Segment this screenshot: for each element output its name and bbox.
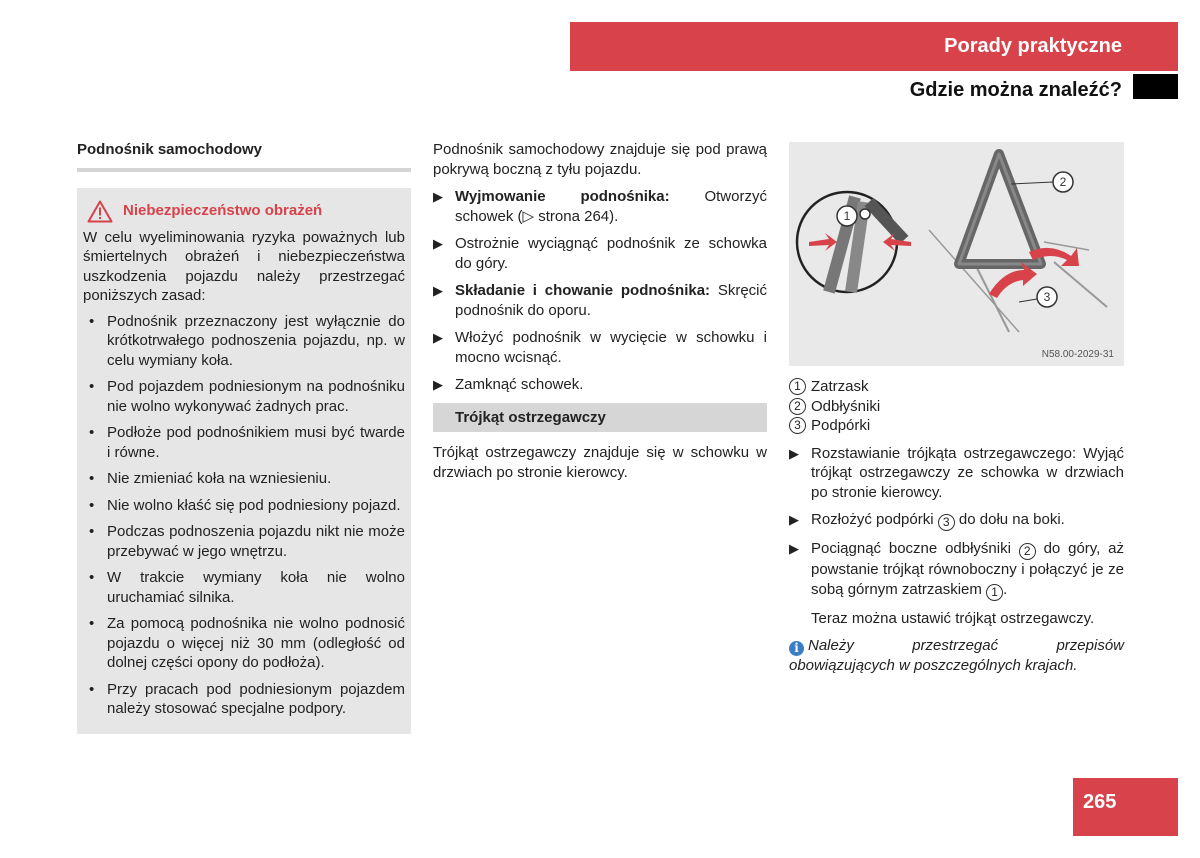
step-item: ▶ Włożyć podnośnik w wycięcie w schowku i mocno wcisnąć.	[433, 329, 767, 366]
list-item: • Nie zmieniać koła na wzniesieniu.	[89, 470, 332, 487]
step-item: ▶ Pociągnąć boczne odbłyśniki 2 do góry, aż powstanie trójkąt równoboczny i połączyć je ze sobą górnym zatrzaskiem 1 .	[789, 540, 1124, 599]
step-arrow-icon: ▶	[433, 330, 443, 345]
page-reference[interactable]: strona 264).	[538, 207, 619, 225]
jack-heading: Podnośnik samochodowy	[77, 140, 411, 172]
callout-number: 3	[938, 514, 955, 531]
list-item: • Podnośnik przeznaczony jest wyłącznie do krótkotrwałego podnoszenia pojazdu, np. w celu wymiany koła.	[89, 312, 405, 369]
list-item: • Przy pracach pod podniesionym pojazdem należy stosować specjalne podpory.	[89, 680, 405, 717]
jack-location-text: Podnośnik samochodowy znajduje się pod prawą pokrywą boczną z tyłu pojazdu.	[433, 141, 767, 178]
section-marker	[1133, 74, 1178, 99]
svg-text:2: 2	[1059, 175, 1067, 189]
warning-intro: W celu wyeliminowania ryzyka poważnych lub śmiertelnych obrażeń i niebezpieczeństwa uszkodzenia pojazdu należy przestrzegać poniższych zasad:	[83, 228, 405, 304]
page-ref-arrow-icon: ▷	[522, 207, 535, 225]
page-number: 265	[1073, 778, 1178, 836]
triangle-heading: Trójkąt ostrzegawczy	[433, 403, 767, 433]
legend-item: 3 Podpórki	[789, 416, 1124, 436]
step-arrow-icon: ▶	[789, 512, 799, 527]
section-title: Gdzie można znaleźć?	[909, 79, 1122, 101]
header-band	[570, 22, 1178, 71]
callout-number: 3	[789, 417, 806, 434]
warning-box	[77, 188, 411, 734]
list-item: • Nie wolno kłaść się pod podniesiony pojazd.	[89, 496, 401, 514]
warning-triangle-icon	[87, 200, 113, 223]
column-left	[77, 140, 411, 734]
legend-item: 1 Zatrzask	[789, 377, 1124, 397]
list-item: • Podłoże pod podnośnikiem musi być twarde i równe.	[89, 424, 405, 461]
step-item: ▶ Zamknąć schowek.	[433, 376, 584, 393]
step-item: ▶ Składanie i chowanie podnośnika: Skręcić podnośnik do oporu.	[433, 282, 767, 319]
step-item: ▶ Rozłożyć podpórki 3 do dołu na boki.	[789, 511, 1065, 529]
step-arrow-icon: ▶	[433, 236, 443, 251]
callout-number: 1	[986, 584, 1003, 601]
warning-title	[87, 200, 405, 223]
legend-item: 2 Odbłyśniki	[789, 397, 1124, 417]
figure-legend	[789, 377, 1124, 436]
list-item: • Pod pojazdem podniesionym na podnośniku nie wolno wykonywać żadnych prac.	[89, 378, 405, 415]
callout-number: 1	[789, 378, 806, 395]
list-item: • Za pomocą podnośnika nie wolno podnosić pojazdu o więcej niż 30 mm (odległość od dolnej części opony do podłoża).	[89, 615, 405, 671]
column-right	[789, 142, 1124, 676]
step-item: ▶ Ostrożnie wyciągnąć podnośnik ze schowka do góry.	[433, 235, 767, 272]
step-item: ▶ Rozstawianie trójkąta ostrzegawczego: Wyjąć trójkąt ostrzegawczy ze schowka w drzwiach po stronie kierowcy.	[789, 444, 1124, 501]
svg-text:3: 3	[1043, 290, 1051, 304]
chapter-title: Porady praktyczne	[944, 35, 1122, 57]
list-item: • Podczas podnoszenia pojazdu nikt nie może przebywać w jego wnętrzu.	[89, 523, 405, 560]
step-arrow-icon: ▶	[789, 541, 799, 556]
step-arrow-icon: ▶	[433, 377, 443, 392]
step-arrow-icon: ▶	[789, 445, 799, 461]
svg-text:1: 1	[843, 209, 851, 223]
step-arrow-icon: ▶	[433, 283, 443, 298]
figure-code: N58.00-2029-31	[1041, 349, 1114, 360]
info-note: i Należy przestrzegać przepisów obowiązujących w poszczególnych krajach.	[789, 637, 1124, 674]
warning-triangle-figure	[789, 142, 1124, 366]
step-arrow-icon: ▶	[433, 189, 443, 204]
warning-title-text: Niebezpieczeństwo obrażeń	[123, 202, 323, 220]
step-item: ▶ Wyjmowanie podnośnika: Otworzyć schowek (▷ strona 264).	[433, 188, 767, 225]
warning-list	[83, 312, 405, 719]
triangle-location-text: Trójkąt ostrzegawczy znajduje się w schowku w drzwiach po stronie kierowcy.	[433, 444, 767, 481]
column-middle	[433, 140, 767, 482]
callout-number: 2	[1019, 543, 1036, 560]
warning-triangle-illustration	[789, 142, 1124, 366]
callout-number: 2	[789, 398, 806, 415]
info-icon: i	[789, 641, 804, 656]
list-item: • W trakcie wymiany koła nie wolno uruchamiać silnika.	[89, 569, 405, 606]
result-note: Teraz można ustawić trójkąt ostrzegawczy.	[811, 609, 1095, 627]
